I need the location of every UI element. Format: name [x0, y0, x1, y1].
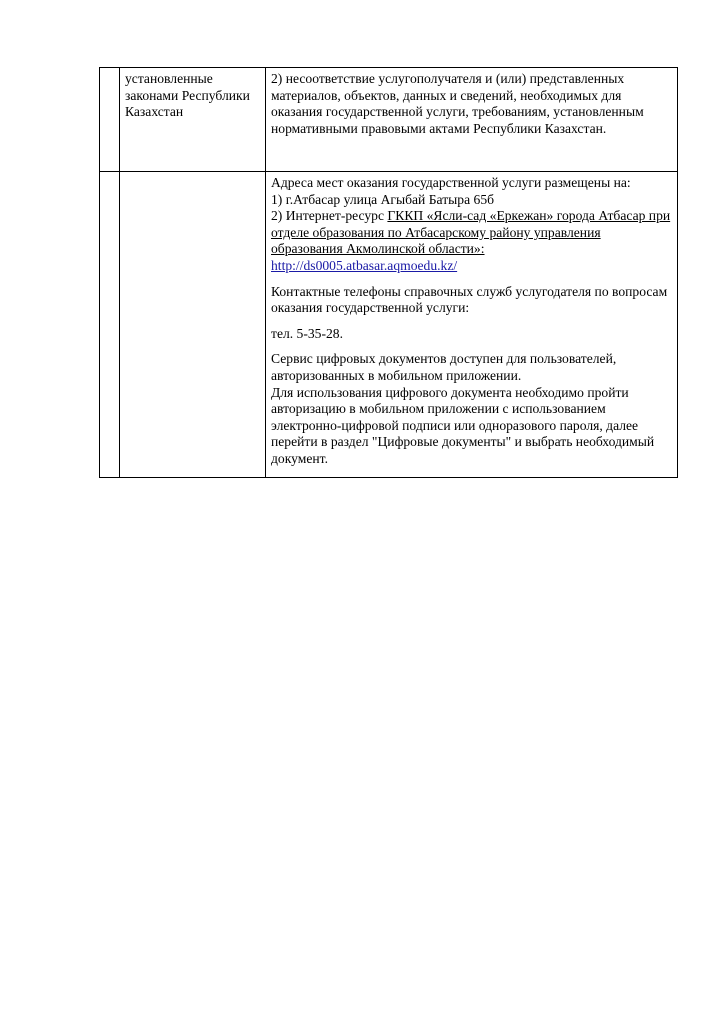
reason-text: 2) несоответствие услугополучателя и (или) представленных материалов, объектов, данных и сведений, необходимых для оказания государственной услуги, требованиям, установленным нормативными правовыми актами Республики Казахстан.: [271, 71, 644, 136]
empty-cell: [120, 172, 266, 478]
reason-cell: [266, 68, 678, 172]
index-cell: [100, 68, 120, 172]
basis-cell: [120, 68, 266, 172]
table-row: [100, 68, 678, 172]
website-link[interactable]: http://ds0005.atbasar.aqmoedu.kz/: [271, 257, 458, 273]
phone-text: тел. 5-35-28.: [271, 325, 343, 341]
digital-docs-text-1: Сервис цифровых документов доступен для пользователей, авторизованных в мобильном приложении.: [271, 351, 617, 383]
info-cell: [266, 172, 678, 478]
address-block: [271, 175, 672, 275]
digital-docs-text-2: Для использования цифрового документа необходимо пройти авторизацию в мобильном приложении с использованием электронно-цифровой подписи или одноразового пароля, далее перейти в раздел "Цифровые документы" и выбрать необходимый документ.: [271, 384, 655, 466]
organization-name: ГККП «Ясли-сад «Еркежан» города Атбасар при отделе образования по Атбасарскому району управления образования Акмолинской области»:: [271, 208, 671, 257]
address-intro: Адреса мест оказания государственной услуги размещены на:: [271, 175, 631, 190]
index-cell: [100, 172, 120, 478]
table-row: [100, 172, 678, 478]
requirements-table: [99, 67, 678, 478]
address-line-1: 1) г.Атбасар улица Агыбай Батыра 65б: [271, 191, 495, 207]
basis-text: установленные законами Республики Казахстан: [125, 71, 250, 120]
contacts-text: Контактные телефоны справочных служб услугодателя по вопросам оказания государственной услуги:: [271, 283, 668, 316]
address-line-2-prefix: 2) Интернет-ресурс: [271, 208, 388, 224]
